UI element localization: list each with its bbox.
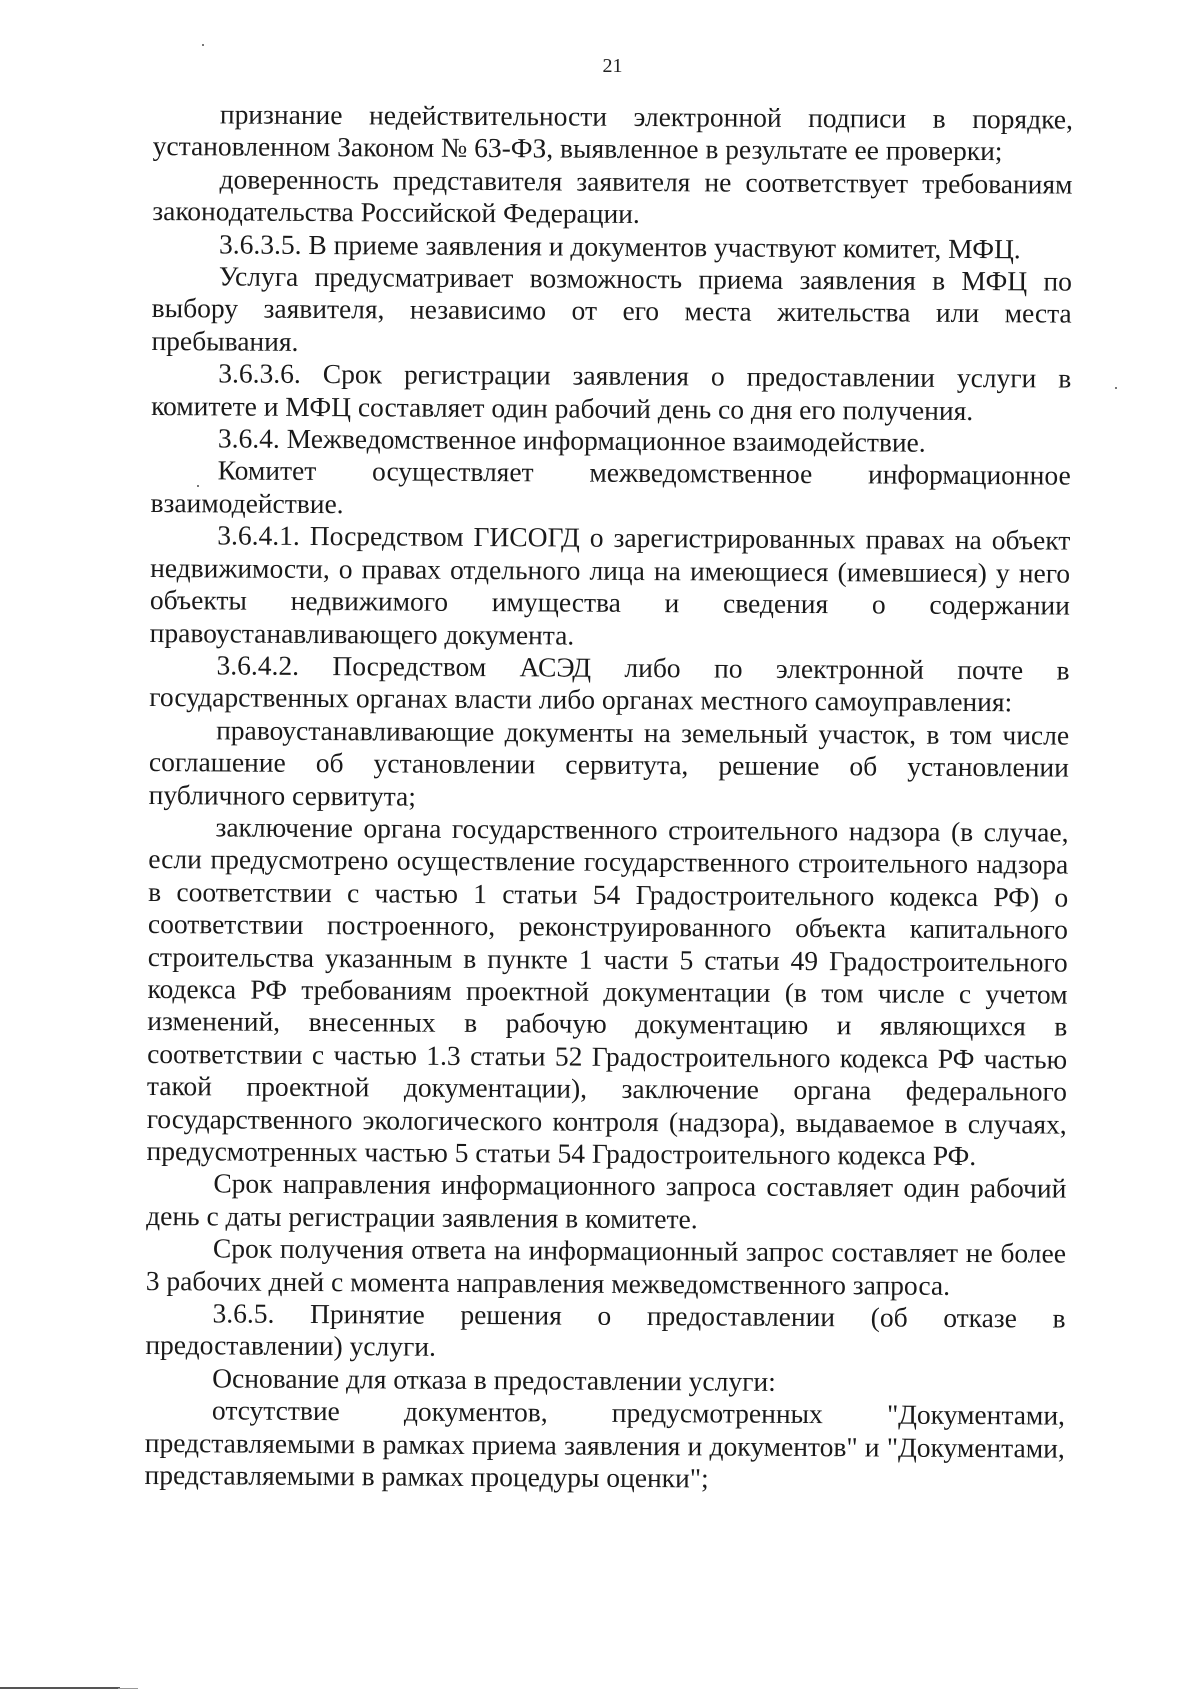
paragraph: Срок получения ответа на информационный запрос составляет не более 3 рабочих дней с момента направления межведомственного запроса. [145,1232,1067,1301]
paragraph: Комитет осуществляет межведомственное информационное взаимодействие. [150,454,1071,520]
paragraph: доверенность представителя заявителя не соответствует требованиям законодательства Российской Федерации. [152,163,1073,230]
scan-speck [197,485,199,487]
paragraph: Основание для отказа в предоставлении услуги: [212,1362,776,1397]
paragraph: признание недействительности электронной подписи в порядке, установленном Законом № 63-ФЗ, выявленное в результате ее проверки; [152,98,1073,167]
document-body [144,98,1072,1497]
page-number: 21 [602,55,623,77]
scan-edge-line [118,1688,138,1689]
scan-edge-line [0,1687,120,1689]
paragraph: отсутствие документов, предусмотренных "Документами, представляемыми в рамках приема заявления и документов" и "Документами, представляемыми в рамках процедуры оценки"; [144,1394,1066,1494]
paragraph: 3.6.4.1. Посредством ГИСОГД о зарегистрированных правах на объект недвижимости, о правах отдельного лица на имеющиеся (имевшиеся) у него объекты недвижимого имущества и сведения о содержании правоустанавливающего документа. [149,519,1071,651]
paragraph: Услуга предусматривает возможность приема заявления в МФЦ по выбору заявителя, независимо от его места жительства или места пребывания. [151,260,1072,357]
paragraph: 3.6.4.2. Посредством АСЭД либо по электронной почте в государственных органах власти либо органах местного самоуправления: [149,649,1070,718]
paragraph: заключение органа государственного строительного надзора (в случае, если предусмотрено осуществление государственного строительного надзора в соответствии с частью 1 статьи 54 Градостроительного кодекса РФ) о соответствии построенного, реконструированного объекта капитального строительства указанным в пункте 1 части 5 статьи 49 Градостроительного кодекса РФ требованиям проектной документации (в том числе с учетом изменений, внесенных в рабочую документацию и являющихся в соответствии с частью 1.3 статьи 52 Градостроительного кодекса РФ частью такой проектной документации), заключение органа федерального государственного экологического контроля (надзора), выдаваемое в случаях, предусмотренных частью 5 статьи 54 Градостроительного кодекса РФ. [146,811,1069,1172]
paragraph: Срок направления информационного запроса составляет один рабочий день с даты регистрации заявления в комитете. [146,1167,1067,1235]
paragraph: 3.6.3.5. В приеме заявления и документов участвуют комитет, МФЦ. [219,228,1021,264]
scan-speck [202,44,204,46]
paragraph: 3.6.4. Межведомственное информационное взаимодействие. [217,422,926,458]
paragraph: 3.6.5. Принятие решения о предоставлении (об отказе в предоставлении) услуги. [145,1297,1066,1363]
scan-speck [1115,387,1117,389]
paragraph: правоустанавливающие документы на земельный участок, в том числе соглашение об установлении сервитута, решение об установлении публичного сервитута; [148,714,1070,812]
paragraph: 3.6.3.6. Срок регистрации заявления о предоставлении услуги в комитете и МФЦ составляет один рабочий день со дня его получения. [151,357,1072,426]
